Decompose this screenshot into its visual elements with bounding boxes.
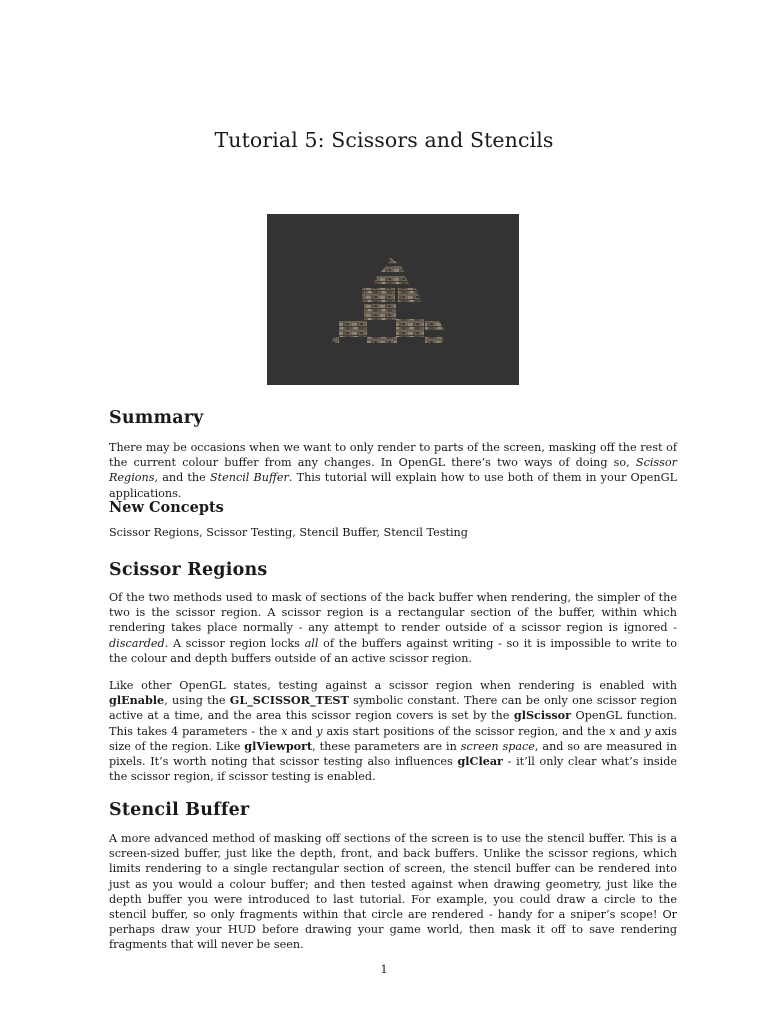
scissor-stencil-figure <box>267 214 519 385</box>
new-concepts-section <box>109 499 677 516</box>
page-number: 1 <box>380 963 388 976</box>
summary-paragraph: There may be occasions when we want to only render to parts of the screen, masking off the rest of the current colour buffer from any changes. In OpenGL there’s two ways of doing so, Scissor Regions, and the Stencil Buffer. This tutorial will explain how to use both of them in your OpenGL applications. <box>109 441 677 500</box>
stencil-buffer-section <box>109 800 677 820</box>
summary-body <box>109 440 677 501</box>
stencil-pyramid <box>332 257 445 343</box>
page-title: Tutorial 5: Scissors and Stencils <box>214 128 554 152</box>
new-concepts-text: Scissor Regions, Scissor Testing, Stencil Buffer, Stencil Testing <box>109 526 468 539</box>
summary-heading: Summary <box>109 408 204 428</box>
textured-pyramid-image <box>267 214 519 385</box>
summary-section <box>109 408 677 428</box>
scissor-regions-body-2 <box>109 678 677 784</box>
scissor-regions-paragraph-1: Of the two methods used to mask of sections of the back buffer when rendering, the simpler of the two is the scissor region. A scissor region is a rectangular section of the buffer, within which rendering takes place normally - any attempt to render outside of a scissor region is ignored - discarded. A scissor region locks all of the buffers against writing - so it is impossible to write to the colour and depth buffers outside of an active scissor region. <box>109 591 677 665</box>
stencil-buffer-paragraph: A more advanced method of masking off sections of the screen is to use the stencil buffer. This is a screen-sized buffer, just like the depth, front, and back buffers. Unlike the scissor regions, which limits rendering to a single rectangular section of screen, the stencil buffer can be rendered into just as you would a colour buffer; and then tested against when drawing geometry, just like the depth buffer you were introduced to last tutorial. For example, you could draw a circle to the stencil buffer, so only fragments within that circle are rendered - handy for a sniper’s scope! Or perhaps draw your HUD before drawing your game world, then mask it off to save rendering fragments that will never be seen. <box>109 832 677 952</box>
stencil-buffer-body <box>109 831 677 953</box>
scissor-regions-heading: Scissor Regions <box>109 560 268 580</box>
scissor-regions-body-1 <box>109 590 677 666</box>
scissor-regions-section <box>109 560 677 580</box>
new-concepts-body <box>109 525 677 540</box>
stencil-buffer-heading: Stencil Buffer <box>109 800 250 820</box>
new-concepts-heading: New Concepts <box>109 499 224 516</box>
scissor-regions-paragraph-2: Like other OpenGL states, testing against a scissor region when rendering is enabled with glEnable, using the GL_SCISSOR_TEST symbolic constant. There can be only one scissor region active at a time, and the area this scissor region covers is set by the glScissor OpenGL function. This takes 4 parameters - the x and y axis start positions of the scissor region, and the x and y axis size of the region. Like glViewport, these parameters are in screen space, and so are measured in pixels. It’s worth noting that scissor testing also influences glClear - it’ll only clear what’s inside the scissor region, if scissor testing is enabled. <box>109 679 677 784</box>
